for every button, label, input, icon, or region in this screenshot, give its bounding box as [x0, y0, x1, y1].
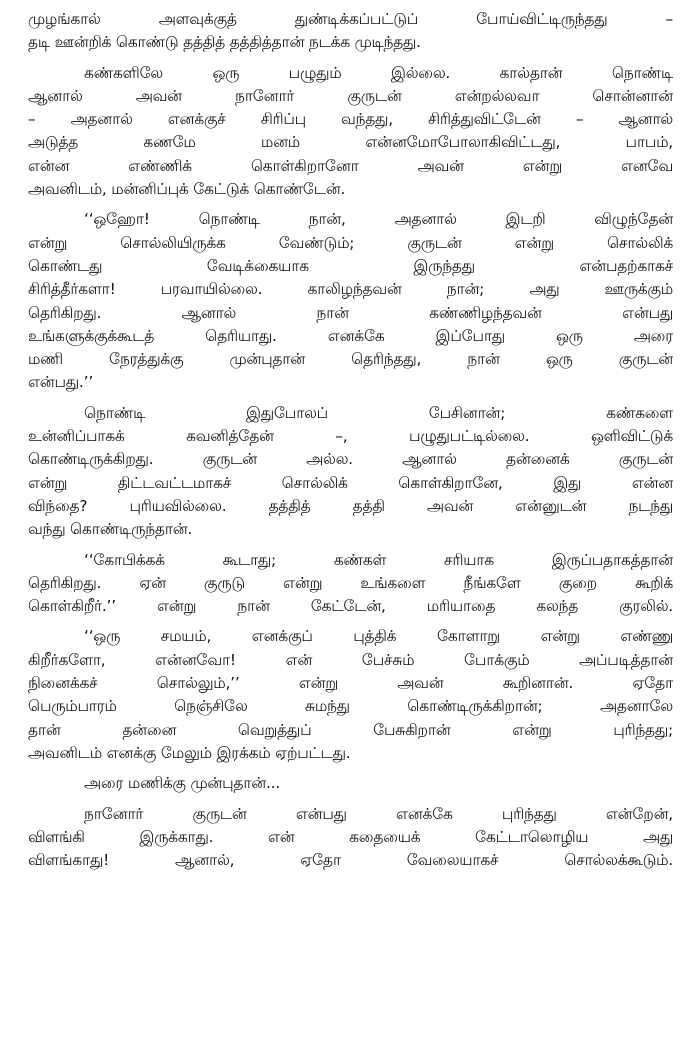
text-line: கொண்டிருக்கிறது. குருடன் அல்ல. ஆனால் தன்னைக் குருடன் [28, 450, 673, 469]
text-line: உன்னிப்பாகக் கவனித்தேன் –, பழுதுபட்டில்லை. ஒளிவிட்டுக் [28, 427, 673, 446]
text-line: கண்களிலே ஒரு பழுதும் இல்லை. கால்தான் நொண்டி [84, 63, 673, 82]
paragraph-8 [28, 803, 671, 873]
text-line: வந்து கொண்டிருந்தான். [28, 520, 193, 539]
text-line: விளங்காது! ஆனால், ஏதோ வேலையாகச் சொல்லக்கூடும். [28, 851, 673, 870]
text-line: தான் தன்னை வெறுத்துப் பேசுகிறான் என்று புரிந்தது; [28, 720, 673, 739]
text-line: விளங்கி இருக்காது. என் கதையைக் கேட்டாலொழிய அது [28, 827, 673, 846]
paragraph-3 [28, 208, 671, 394]
text-line: நானோர் குருடன் என்பது எனக்கே புரிந்தது என்றேன், [84, 804, 673, 823]
paragraph-2 [28, 62, 671, 202]
text-line: என்ன எண்ணிக் கொள்கிறானோ அவன் என்று எனவே [28, 156, 673, 175]
paragraph-7 [28, 772, 671, 795]
text-line: சிரித்தீர்களா! பரவாயில்லை. காலிழந்தவன் நான்; அது ஊருக்கும் [28, 280, 673, 299]
paragraph-1 [28, 8, 671, 55]
text-line: ‘‘ஒரு சமயம், எனக்குப் புத்திக் கோளாறு என்று எண்ணு [84, 627, 673, 646]
text-line: தெரிகிறது. ஆனால் நான் கண்ணிழந்தவன் என்பது [28, 303, 673, 322]
text-line: என்பது.’’ [28, 373, 94, 392]
text-line: என்று திட்டவட்டமாகச் சொல்லிக் கொள்கிறானே, இது என்ன [28, 473, 673, 492]
text-line: மணி நேரத்துக்கு முன்புதான் தெரிந்தது, நான் ஒரு குருடன் [28, 350, 673, 369]
text-line: தெரிகிறது. ஏன் குருடு என்று உங்களை நீங்களே குறை கூறிக் [28, 573, 673, 592]
text-line: விந்தை? புரியவில்லை. தத்தித் தத்தி அவன் என்னுடன் நடந்து [28, 496, 673, 515]
text-line: அடுத்த கணமே மனம் என்னமோபோலாகிவிட்டது, பாபம், [28, 133, 673, 152]
text-line: நொண்டி இதுபோலப் பேசினான்; கண்களை [84, 403, 673, 422]
paragraph-5 [28, 549, 671, 619]
text-line: ஆனால் அவன் நானோர் குருடன் என்றல்லவா சொன்னான் [28, 86, 673, 105]
text-line: ‘‘ஒஹோ! நொண்டி நான், அதனால் இடறி விழுந்தேன் [84, 210, 673, 229]
text-line: என்று சொல்லியிருக்க வேண்டும்; குருடன் என்று சொல்லிக் [28, 233, 673, 252]
text-line: உங்களுக்குக்கூடத் தெரியாது. எனக்கே இப்போது ஒரு அரை [28, 326, 673, 345]
text-line: – அதனால் எனக்குச் சிரிப்பு வந்தது, சிரித்துவிட்டேன் – ஆனால் [28, 110, 673, 129]
text-line: அரை மணிக்கு முன்புதான்... [84, 774, 281, 793]
paragraph-6 [28, 625, 671, 765]
text-line: நினைக்கச் சொல்லும்,’’ என்று அவன் கூறினான். ஏதோ [28, 674, 673, 693]
text-line: ‘‘கோபிக்கக் கூடாது; கண்கள் சரியாக இருப்பதாகத்தான் [84, 550, 673, 569]
text-line: அவனிடம் எனக்கு மேலும் இரக்கம் ஏற்பட்டது. [28, 743, 351, 762]
text-line: முழங்கால் அளவுக்குத் துண்டிக்கப்பட்டுப் போய்விட்டிருந்தது – [28, 10, 673, 28]
text-line: அவனிடம், மன்னிப்புக் கேட்டுக் கொண்டேன். [28, 180, 346, 199]
text-line: கிறீர்களோ, என்னவோ! என் பேச்சும் போக்கும் அப்படித்தான் [28, 650, 673, 669]
text-line: கொள்கிறீர்.’’ என்று நான் கேட்டேன், மரியாதை கலந்த குரலில். [28, 597, 673, 616]
text-line: பெரும்பாரம் நெஞ்சிலே சுமந்து கொண்டிருக்கிறான்; அதனாலே [28, 697, 673, 716]
text-line: கொண்டது வேடிக்கையாக இருந்தது என்பதற்காகச் [28, 256, 673, 275]
paragraph-4 [28, 402, 671, 542]
text-line: தடி ஊன்றிக் கொண்டு தத்தித் தத்தித்தான் நடக்க முடிந்தது. [28, 33, 421, 52]
